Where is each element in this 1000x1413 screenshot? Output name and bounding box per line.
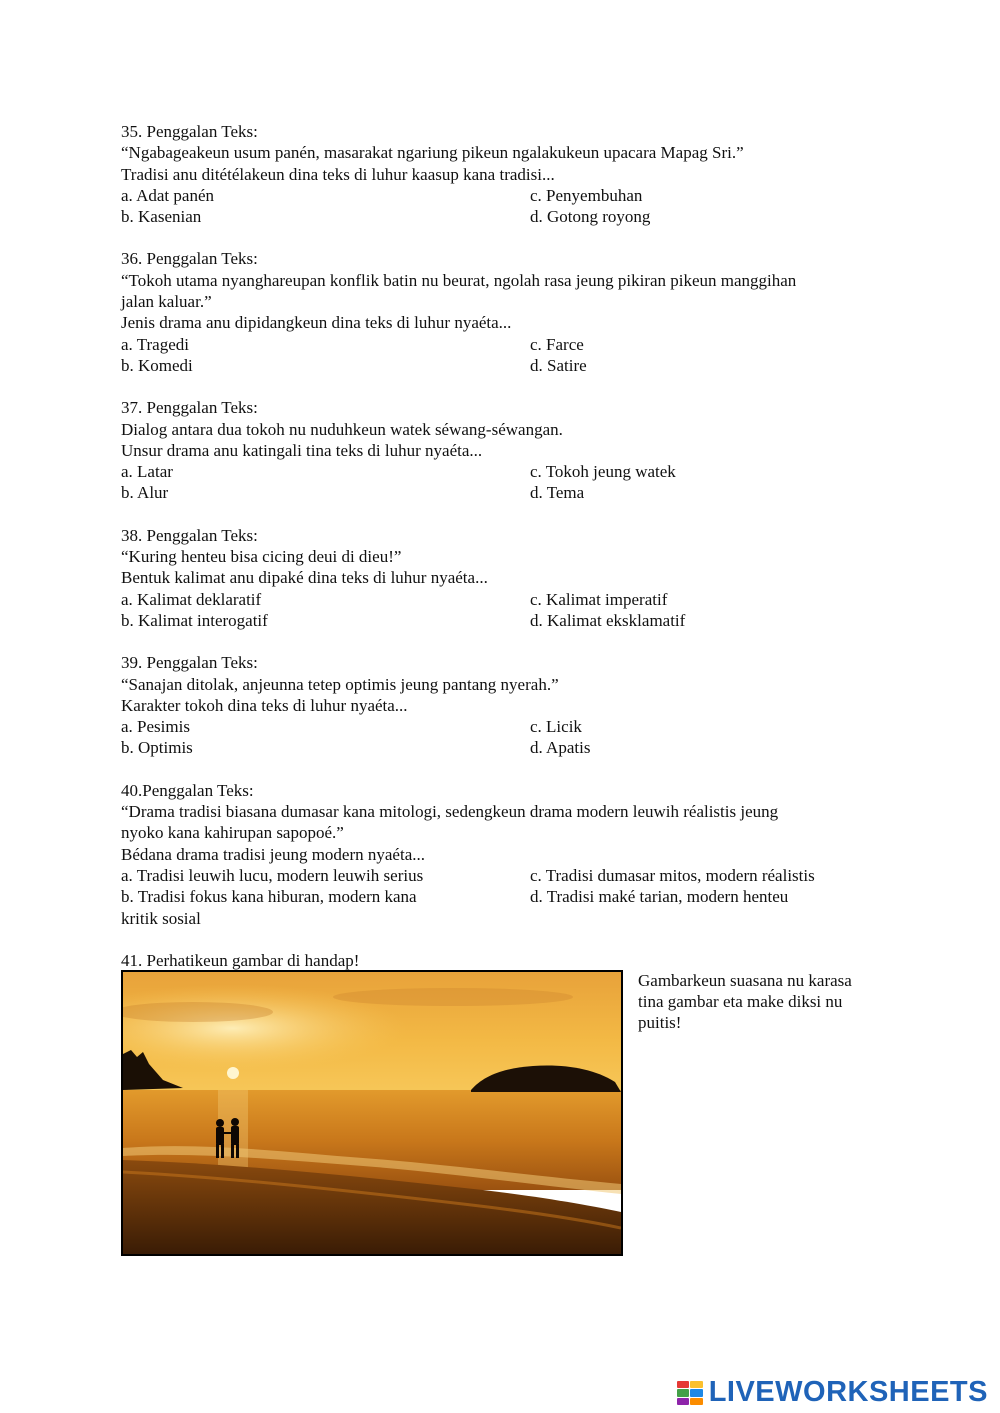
answer-options [121,589,881,632]
answer-option-a[interactable]: a. Pesimis [121,717,190,737]
answer-option-a[interactable]: a. Latar [121,462,173,482]
sunset-beach-image [123,972,621,1254]
question-line: “Sanajan ditolak, anjeunna tetep optimis jeung pantang nyerah.” [121,674,559,694]
prompt-line: puitis! [638,1013,682,1033]
answer-option-b[interactable]: b. Tradisi fokus kana hiburan, modern kana [121,887,417,907]
answer-option-d[interactable]: d. Gotong royong [530,207,651,227]
question-line: 37. Penggalan Teks: [121,398,258,418]
question-line: Unsur drama anu katingali tina teks di luhur nyaéta... [121,440,483,460]
prompt-line: tina gambar eta make diksi nu [638,992,843,1012]
question-line: “Ngabageakeun usum panén, masarakat ngariung pikeun ngalakukeun upacara Mapag Sri.” [121,143,744,163]
answer-options [121,865,881,908]
answer-option-d[interactable]: d. Tema [530,483,585,503]
question-40 [121,780,881,929]
question-37 [121,397,881,503]
question-line: Tradisi anu ditétélakeun dina teks di luhur kaasup kana tradisi... [121,164,555,184]
question-line: “Drama tradisi biasana dumasar kana mitologi, sedengkeun drama modern leuwih réalistis jeung [121,802,779,822]
question-line: Dialog antara dua tokoh nu nuduhkeun watek séwang-séwangan. [121,419,563,439]
answer-option-c[interactable]: c. Tokoh jeung watek [530,462,676,482]
answer-option-d[interactable]: d. Tradisi maké tarian, modern henteu [530,887,789,907]
answer-options [121,334,881,377]
answer-option-c[interactable]: c. Farce [530,334,584,354]
answer-option-c[interactable]: c. Penyembuhan [530,185,643,205]
question-line: 36. Penggalan Teks: [121,249,258,269]
answer-options [121,185,881,228]
question-line: “Kuring henteu bisa cicing deui di dieu!” [121,547,402,567]
answer-option-b[interactable]: b. Alur [121,483,169,503]
answer-option-b-continuation: kritik sosial [121,908,201,928]
question-39 [121,652,881,758]
answer-option-b[interactable]: b. Kalimat interogatif [121,610,268,630]
answer-option-d[interactable]: d. Kalimat eksklamatif [530,610,686,630]
answer-option-c[interactable]: c. Tradisi dumasar mitos, modern réalistis [530,865,815,885]
answer-option-a[interactable]: a. Tragedi [121,334,189,354]
answer-option-b[interactable]: b. Kasenian [121,207,202,227]
answer-options [121,461,881,504]
question-41 [121,950,881,1033]
prompt-line: Gambarkeun suasana nu karasa [638,970,852,990]
question-line: jalan kaluar.” [121,292,212,312]
answer-options [121,716,881,759]
answer-option-a[interactable]: a. Tradisi leuwih lucu, modern leuwih serius [121,865,424,885]
answer-option-a[interactable]: a. Adat panén [121,185,214,205]
question-line: Bédana drama tradisi jeung modern nyaéta... [121,844,425,864]
question-line: 40.Penggalan Teks: [121,780,254,800]
question-35 [121,121,881,227]
question-38 [121,525,881,631]
answer-option-a[interactable]: a. Kalimat deklaratif [121,589,262,609]
question-line: Bentuk kalimat anu dipaké dina teks di luhur nyaéta... [121,568,488,588]
question-line: nyoko kana kahirupan sapopoé.” [121,823,344,843]
question-line: Karakter tokoh dina teks di luhur nyaéta... [121,695,408,715]
liveworksheets-brand [677,1376,988,1409]
question-line: Jenis drama anu dipidangkeun dina teks di luhur nyaéta... [121,313,512,333]
answer-option-b[interactable]: b. Komedi [121,355,193,375]
question-line: 35. Penggalan Teks: [121,122,258,141]
liveworksheets-logo-icon [677,1381,703,1405]
answer-option-d[interactable]: d. Satire [530,355,587,375]
brand-name: LIVEWORKSHEETS [708,1376,988,1409]
question-line: “Tokoh utama nyanghareupan konflik batin nu beurat, ngolah rasa jeung pikiran pikeun manggihan [121,270,797,290]
worksheet-page [121,121,881,1033]
question-line: 38. Penggalan Teks: [121,525,258,545]
q41-prompt [638,970,878,1034]
answer-option-d[interactable]: d. Apatis [530,738,591,758]
question-36 [121,248,881,376]
question-line: 39. Penggalan Teks: [121,653,258,673]
sunset-beach-photo [121,970,623,1256]
answer-option-c[interactable]: c. Kalimat imperatif [530,589,668,609]
question-title: 41. Perhatikeun gambar di handap! [121,950,360,970]
answer-option-c[interactable]: c. Licik [530,717,582,737]
answer-option-b[interactable]: b. Optimis [121,738,193,758]
